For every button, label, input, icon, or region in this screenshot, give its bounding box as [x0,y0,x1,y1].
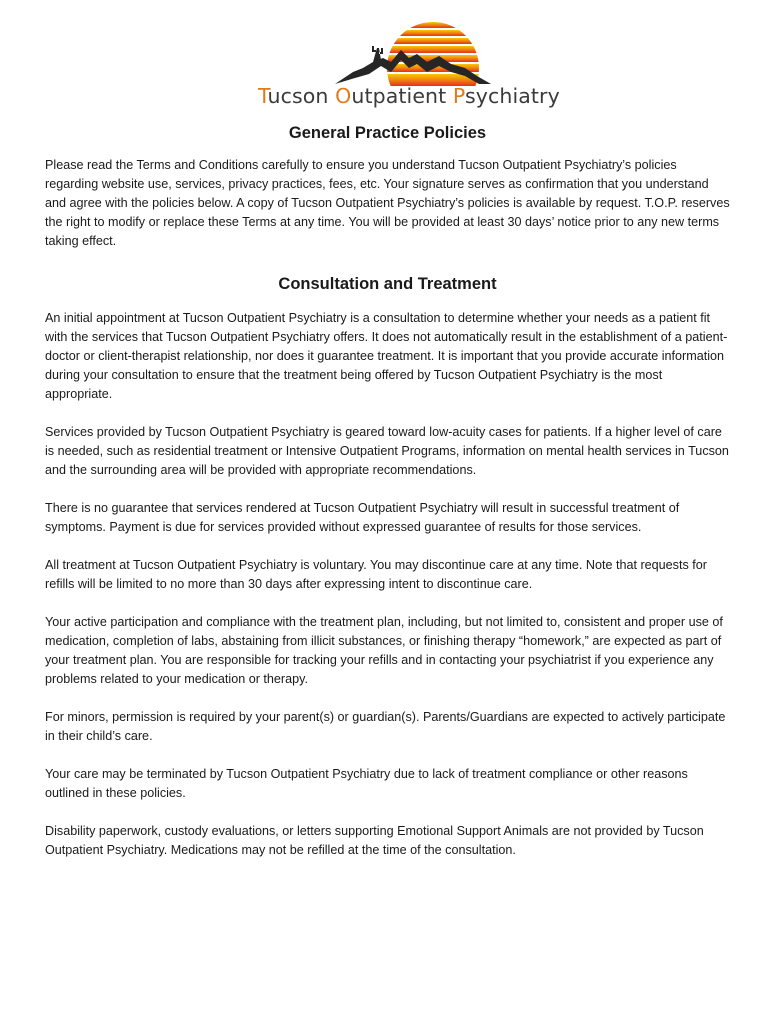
policy-paragraph: Services provided by Tucson Outpatient Psychiatry is geared toward low-acuity cases for patients. If a higher level of care is needed, such as residential treatment or Intensive Outpatient Programs, information on mental health services in Tucson and the surrounding area will be provided with appropriate recommendations. [45,425,729,477]
policy-paragraph: There is no guarantee that services rendered at Tucson Outpatient Psychiatry will result in successful treatment of symptoms. Payment is due for services provided without expressed guarantee of results for those services. [45,501,680,534]
desert-sunset-mountains-cactus-icon [255,18,515,86]
section-heading: Consultation and Treatment [278,275,497,293]
policy-paragraph: An initial appointment at Tucson Outpatient Psychiatry is a consultation to determine whether your needs as a patient fit with the services that Tucson Outpatient Psychiatry offers. It does not automatically result in the establishment of a patient-doctor or client-therapist relationship, nor does it guarantee treatment. It is important that you provide accurate information during your consultation to ensure that the treatment being offered by Tucson Outpatient Psychiatry is the most appropriate. [45,311,728,401]
policy-paragraph: Your care may be terminated by Tucson Outpatient Psychiatry due to lack of treatment compliance or other reasons outlined in these policies. [45,767,688,800]
page-title: General Practice Policies [288,124,487,142]
logo [0,0,770,118]
policy-paragraph: All treatment at Tucson Outpatient Psychiatry is voluntary. You may discontinue care at any time. Note that requests for refills will be limited to no more than 30 days after expressing intent to discontinue care. [45,558,707,591]
policy-document [45,122,730,879]
brand-name: Tucson Outpatient Psychiatry [258,84,560,108]
policy-paragraph: Disability paperwork, custody evaluations, or letters supporting Emotional Support Animals are not provided by Tucson Outpatient Psychiatry. Medications may not be refilled at the time of the consultation. [45,824,704,857]
intro-paragraph: Please read the Terms and Conditions carefully to ensure you understand Tucson Outpatient Psychiatry’s policies regarding website use, services, privacy practices, fees, etc. Your signature serves as confirmation that you understand and agree with the policies below. A copy of Tucson Outpatient Psychiatry’s policies is available by request. T.O.P. reserves the right to modify or replace these Terms at any time. You will be provided at least 30 days’ notice prior to any new terms taking effect. [45,158,730,248]
policy-paragraph: Your active participation and compliance with the treatment plan, including, but not limited to, consistent and proper use of medication, completion of labs, abstaining from illicit substances, or finishing therapy “homework,” are expected as part of your treatment plan. You are responsible for tracking your refills and in contacting your psychiatrist if you experience any problems related to your medication or therapy. [45,615,723,686]
policy-paragraph: For minors, permission is required by your parent(s) or guardian(s). Parents/Guardians are expected to actively participate in their child’s care. [45,710,726,743]
